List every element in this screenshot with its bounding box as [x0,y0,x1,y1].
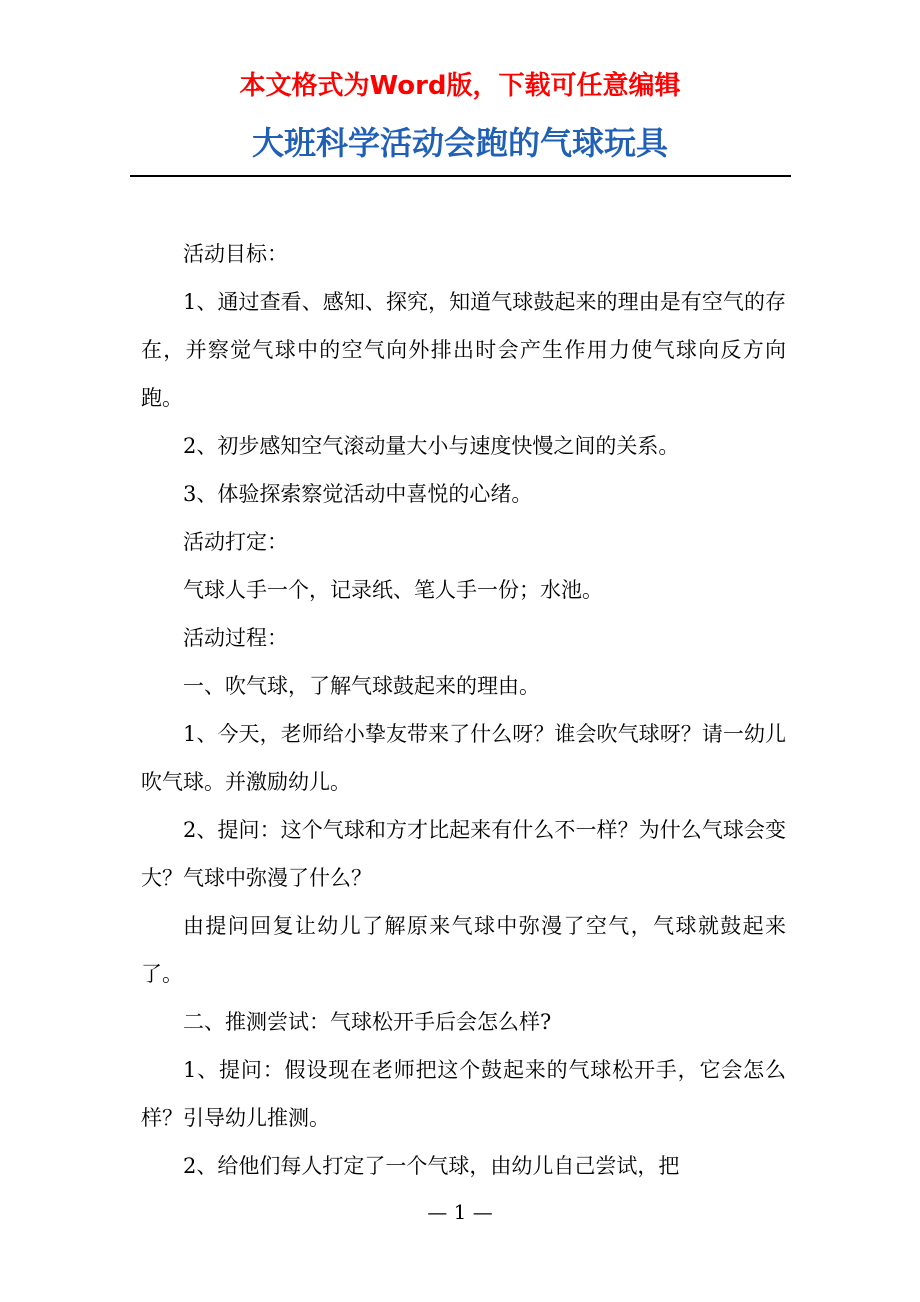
paragraph: 2、初步感知空气滚动量大小与速度快慢之间的关系。 [183,434,680,458]
download-notice-banner: 本文格式为Word版，下载可任意编辑 [239,71,681,101]
paragraph: 2、提问：这个气球和方才比起来有什么不一样？为什么气球会变大？气球中弥漫了什么？ [141,818,786,890]
paragraph: 二、推测尝试：气球松开手后会怎么样? [183,1010,552,1034]
section-heading-preparation: 活动打定： [183,530,288,554]
paragraph: 1、通过查看、感知、探究，知道气球鼓起来的理由是有空气的存在，并察觉气球中的空气向外排出时会产生作用力使气球向反方向跑。 [141,290,786,410]
paragraph: 1、今天，老师给小挚友带来了什么呀？谁会吹气球呀？请一幼儿吹气球。并激励幼儿。 [141,722,786,794]
title-underline-rule [130,175,791,177]
page-number: — 1 — [427,1200,493,1224]
paragraph: 2、给他们每人打定了一个气球，由幼儿自己尝试，把 [183,1154,680,1178]
paragraph: 气球人手一个，记录纸、笔人手一份；水池。 [183,578,603,602]
paragraph: 由提问回复让幼儿了解原来气球中弥漫了空气，气球就鼓起来了。 [141,914,786,986]
section-heading-goals: 活动目标： [183,242,288,266]
section-heading-process: 活动过程： [183,626,288,650]
paragraph: 一、吹气球，了解气球鼓起来的理由。 [183,674,540,698]
paragraph: 1、提问：假设现在老师把这个鼓起来的气球松开手，它会怎么样？引导幼儿推测。 [141,1058,786,1130]
document-body [141,230,786,1190]
paragraph: 3、体验探索察觉活动中喜悦的心绪。 [183,482,533,506]
document-title: 大班科学活动会跑的气球玩具 [251,124,668,162]
